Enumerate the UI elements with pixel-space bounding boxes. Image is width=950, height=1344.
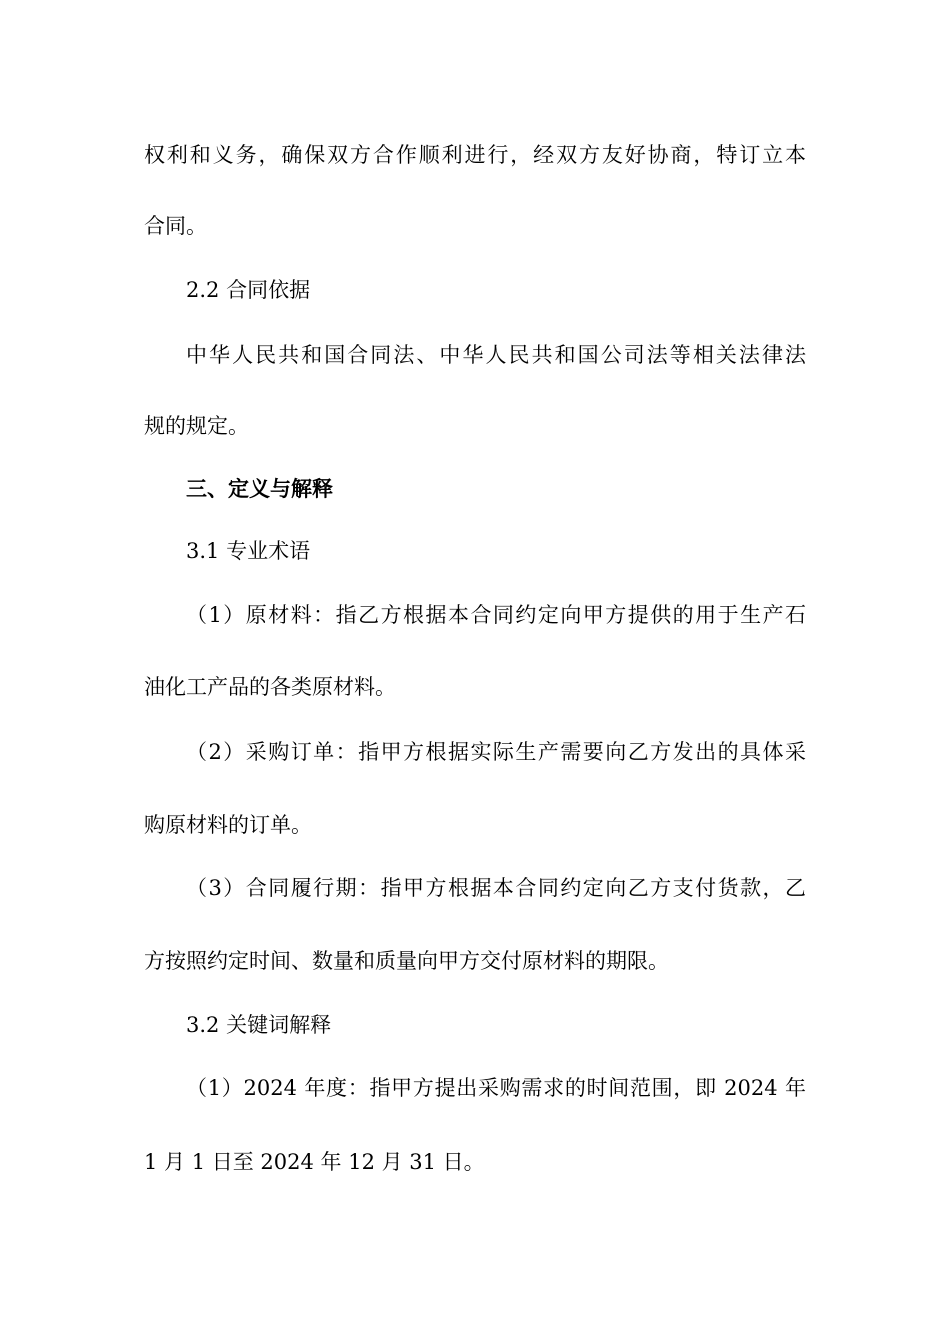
paragraph-line: 权利和义务，确保双方合作顺利进行，经双方友好协商，特订立本 xyxy=(144,143,806,167)
paragraph-line: 规的规定。 xyxy=(144,414,249,438)
paragraph-line: 购原材料的订单。 xyxy=(144,813,312,837)
paragraph-line: 合同。 xyxy=(144,214,207,238)
paragraph-line: 油化工产品的各类原材料。 xyxy=(144,675,396,699)
paragraph-line: （3）合同履行期：指甲方根据本合同约定向乙方支付货款，乙 xyxy=(186,876,806,900)
paragraph-line: 方按照约定时间、数量和质量向甲方交付原材料的期限。 xyxy=(144,949,669,973)
paragraph-line: 1 月 1 日至 2024 年 12 月 31 日。 xyxy=(144,1150,485,1174)
paragraph-line: （2）采购订单：指甲方根据实际生产需要向乙方发出的具体采 xyxy=(186,740,806,764)
chapter-heading: 三、定义与解释 xyxy=(186,476,333,501)
section-heading-3-1: 3.1 专业术语 xyxy=(186,539,311,563)
section-heading-2-2: 2.2 合同依据 xyxy=(186,278,311,302)
paragraph-line: （1）原材料：指乙方根据本合同约定向甲方提供的用于生产石 xyxy=(186,603,806,627)
paragraph-line: 中华人民共和国合同法、中华人民共和国公司法等相关法律法 xyxy=(186,343,806,367)
paragraph-line: （1）2024 年度：指甲方提出采购需求的时间范围，即 2024 年 xyxy=(186,1076,806,1100)
section-heading-3-2: 3.2 关键词解释 xyxy=(186,1013,332,1037)
